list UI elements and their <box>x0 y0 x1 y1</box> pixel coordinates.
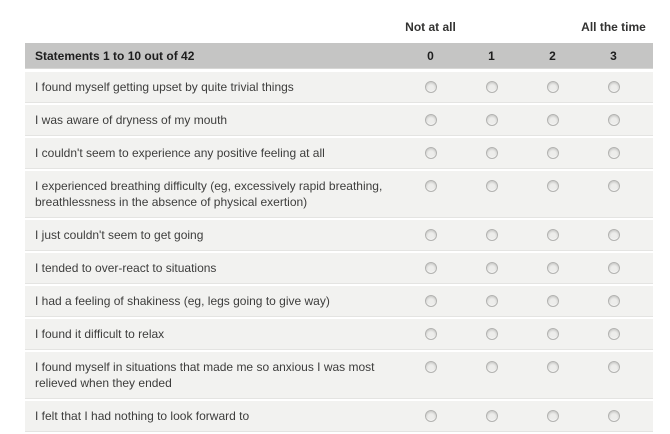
radio-option-1[interactable] <box>486 295 498 307</box>
option-cell-0 <box>400 72 461 93</box>
radio-option-1[interactable] <box>486 180 498 192</box>
radio-option-1[interactable] <box>486 229 498 241</box>
statement-label: I just couldn't seem to get going <box>35 228 204 242</box>
option-cell-1 <box>461 72 522 93</box>
option-cell-3 <box>583 220 644 241</box>
statement-row <box>25 401 653 431</box>
statement-label: I was aware of dryness of my mouth <box>35 113 228 127</box>
option-cell-2 <box>522 352 583 373</box>
option-cell-0 <box>400 401 461 422</box>
radio-option-1[interactable] <box>486 328 498 340</box>
option-cell-2 <box>522 105 583 126</box>
option-cell-2 <box>522 72 583 93</box>
radio-option-2[interactable] <box>547 147 559 159</box>
radio-option-2[interactable] <box>547 262 559 274</box>
option-cell-3 <box>583 401 644 422</box>
option-cell-0 <box>400 253 461 274</box>
radio-option-0[interactable] <box>425 114 437 126</box>
option-cell-2 <box>522 286 583 307</box>
radio-option-1[interactable] <box>486 114 498 126</box>
option-header-2: 2 <box>549 48 556 63</box>
radio-option-1[interactable] <box>486 410 498 422</box>
option-header-1: 1 <box>488 48 495 63</box>
radio-option-3[interactable] <box>608 328 620 340</box>
option-cell-2 <box>522 401 583 422</box>
statements-table-body <box>25 72 653 434</box>
radio-option-3[interactable] <box>608 147 620 159</box>
option-cell-0 <box>400 286 461 307</box>
table-header-row <box>25 43 653 68</box>
option-cell-1 <box>461 253 522 274</box>
radio-option-0[interactable] <box>425 410 437 422</box>
statement-label: I experienced breathing difficulty (eg, excessively rapid breathing, breathlessness in the absence of physical exertion) <box>35 179 383 209</box>
option-cell-3 <box>583 72 644 93</box>
statement-label: I tended to over-react to situations <box>35 261 217 275</box>
option-cell-3 <box>583 253 644 274</box>
option-cell-3 <box>583 105 644 126</box>
scale-labels-spacer <box>25 19 400 34</box>
radio-option-2[interactable] <box>547 114 559 126</box>
statement-row <box>25 105 653 135</box>
statement-row <box>25 171 653 217</box>
radio-option-2[interactable] <box>547 410 559 422</box>
radio-option-1[interactable] <box>486 361 498 373</box>
option-cell-3 <box>583 138 644 159</box>
option-cell-1 <box>461 286 522 307</box>
statement-row <box>25 286 653 316</box>
statement-row <box>25 138 653 168</box>
option-cell-0 <box>400 138 461 159</box>
radio-option-0[interactable] <box>425 147 437 159</box>
statement-row <box>25 253 653 283</box>
all-the-time-label: All the time <box>581 19 646 34</box>
radio-option-0[interactable] <box>425 295 437 307</box>
option-cell-2 <box>522 319 583 340</box>
option-cell-1 <box>461 319 522 340</box>
radio-option-3[interactable] <box>608 229 620 241</box>
statement-label: I found it difficult to relax <box>35 327 165 341</box>
radio-option-1[interactable] <box>486 262 498 274</box>
radio-option-0[interactable] <box>425 81 437 93</box>
radio-option-3[interactable] <box>608 180 620 192</box>
radio-option-3[interactable] <box>608 262 620 274</box>
option-cell-1 <box>461 220 522 241</box>
statement-row <box>25 319 653 349</box>
option-cell-1 <box>461 105 522 126</box>
option-cell-3 <box>583 286 644 307</box>
option-cell-1 <box>461 171 522 192</box>
statement-label: I had a feeling of shakiness (eg, legs going to give way) <box>35 294 330 308</box>
statement-label: I found myself in situations that made me so anxious I was most relieved when they ended <box>35 360 375 390</box>
statement-label: I found myself getting upset by quite trivial things <box>35 80 294 94</box>
option-cell-0 <box>400 105 461 126</box>
option-cell-0 <box>400 319 461 340</box>
radio-option-3[interactable] <box>608 295 620 307</box>
option-header-3: 3 <box>610 48 617 63</box>
radio-option-2[interactable] <box>547 361 559 373</box>
option-cell-2 <box>522 138 583 159</box>
option-cell-2 <box>522 253 583 274</box>
statement-row <box>25 352 653 398</box>
not-at-all-label: Not at all <box>405 19 456 34</box>
radio-option-3[interactable] <box>608 361 620 373</box>
option-cell-3 <box>583 171 644 192</box>
radio-option-0[interactable] <box>425 180 437 192</box>
statements-range-title: Statements 1 to 10 out of 42 <box>35 48 195 63</box>
statement-row <box>25 220 653 250</box>
radio-option-2[interactable] <box>547 180 559 192</box>
option-cell-1 <box>461 401 522 422</box>
option-cell-2 <box>522 171 583 192</box>
statement-label: I couldn't seem to experience any positive feeling at all <box>35 146 325 160</box>
radio-option-0[interactable] <box>425 328 437 340</box>
option-header-0: 0 <box>427 48 434 63</box>
option-cell-2 <box>522 220 583 241</box>
option-cell-0 <box>400 220 461 241</box>
radio-option-2[interactable] <box>547 229 559 241</box>
radio-option-0[interactable] <box>425 262 437 274</box>
statement-row <box>25 72 653 102</box>
radio-option-0[interactable] <box>425 361 437 373</box>
option-cell-0 <box>400 171 461 192</box>
radio-option-0[interactable] <box>425 229 437 241</box>
radio-option-1[interactable] <box>486 81 498 93</box>
option-cell-0 <box>400 352 461 373</box>
statement-label: I felt that I had nothing to look forward to <box>35 409 250 423</box>
radio-option-1[interactable] <box>486 147 498 159</box>
option-cell-1 <box>461 138 522 159</box>
option-cell-1 <box>461 352 522 373</box>
radio-option-3[interactable] <box>608 410 620 422</box>
radio-option-2[interactable] <box>547 328 559 340</box>
option-cell-3 <box>583 352 644 373</box>
radio-option-3[interactable] <box>608 114 620 126</box>
option-cell-3 <box>583 319 644 340</box>
radio-option-2[interactable] <box>547 81 559 93</box>
scale-labels <box>25 19 653 34</box>
radio-option-2[interactable] <box>547 295 559 307</box>
radio-option-3[interactable] <box>608 81 620 93</box>
